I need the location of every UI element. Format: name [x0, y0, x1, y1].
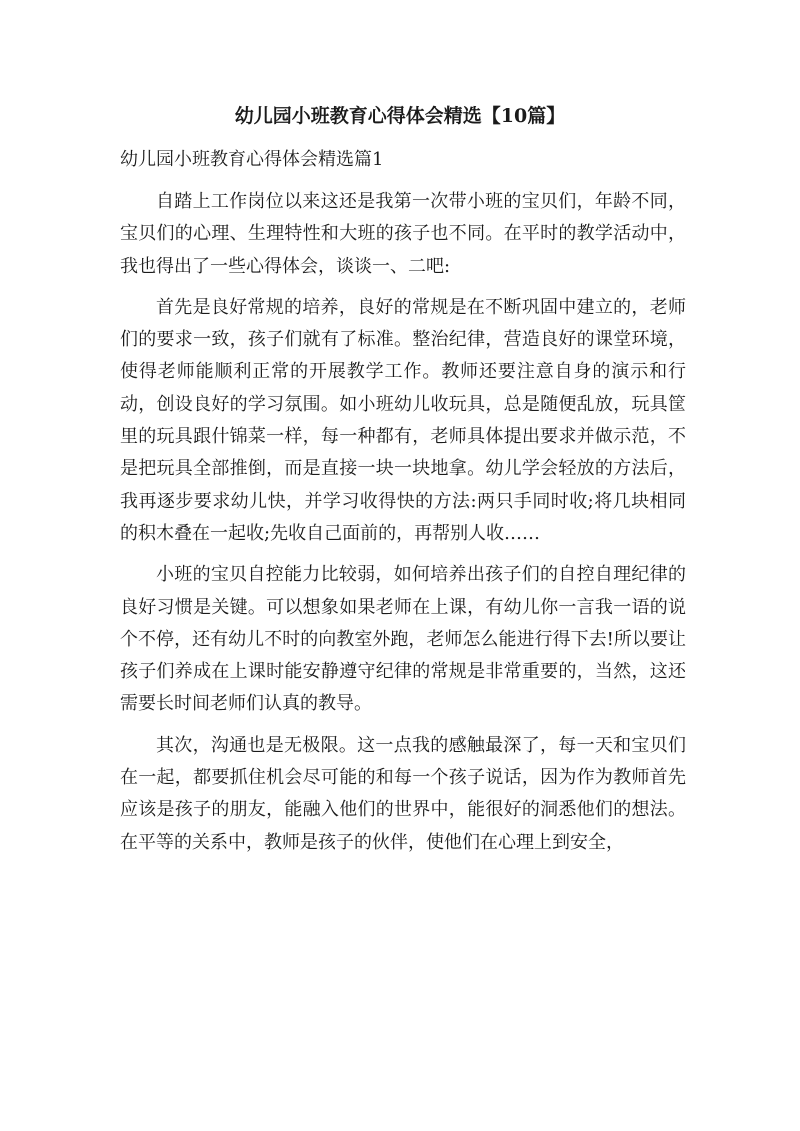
paragraph-1: 自踏上工作岗位以来这还是我第一次带小班的宝贝们，年龄不同，宝贝们的心理、生理特性和大班的孩子也不同。在平时的教学活动中，我也得出了一些心得体会，谈谈一、二吧: [120, 191, 686, 277]
paragraph-4: 其次，沟通也是无极限。这一点我的感触最深了，每一天和宝贝们在一起，都要抓住机会尽可能的和每一个孩子说话，因为作为教师首先应该是孩子的朋友，能融入他们的世界中，能很好的洞悉他们的想法。在平等的关系中，教师是孩子的伙伴，使他们在心理上到安全， [120, 734, 686, 853]
document-title: 幼儿园小班教育心得体会精选【10篇】 [234, 105, 566, 127]
paragraph-3: 小班的宝贝自控能力比较弱，如何培养出孩子们的自控自理纪律的良好习惯是关键。可以想象如果老师在上课，有幼儿你一言我一语的说个不停，还有幼儿不时的向教室外跑，老师怎么能进行得下去!所以要让孩子们养成在上课时能安静遵守纪律的常规是非常重要的，当然，这还需要长时间老师们认真的教导。 [120, 564, 686, 715]
section-heading: 幼儿园小班教育心得体会精选篇1 [120, 149, 384, 170]
document-body [120, 186, 686, 868]
paragraph-2: 首先是良好常规的培养，良好的常规是在不断巩固中建立的，老师们的要求一致，孩子们就有了标准。整治纪律，营造良好的课堂环境，使得老师能顺利正常的开展教学工作。教师还要注意自身的演示和行动，创设良好的学习氛围。如小班幼儿收玩具，总是随便乱放，玩具筐里的玩具跟什锦菜一样，每一种都有，老师具体提出要求并做示范，不是把玩具全部推倒，而是直接一块一块地拿。幼儿学会轻放的方法后，我再逐步要求幼儿快，并学习收得快的方法:两只手同时收;将几块相同的积木叠在一起收;先收自己面前的，再帮别人收…… [120, 296, 686, 544]
